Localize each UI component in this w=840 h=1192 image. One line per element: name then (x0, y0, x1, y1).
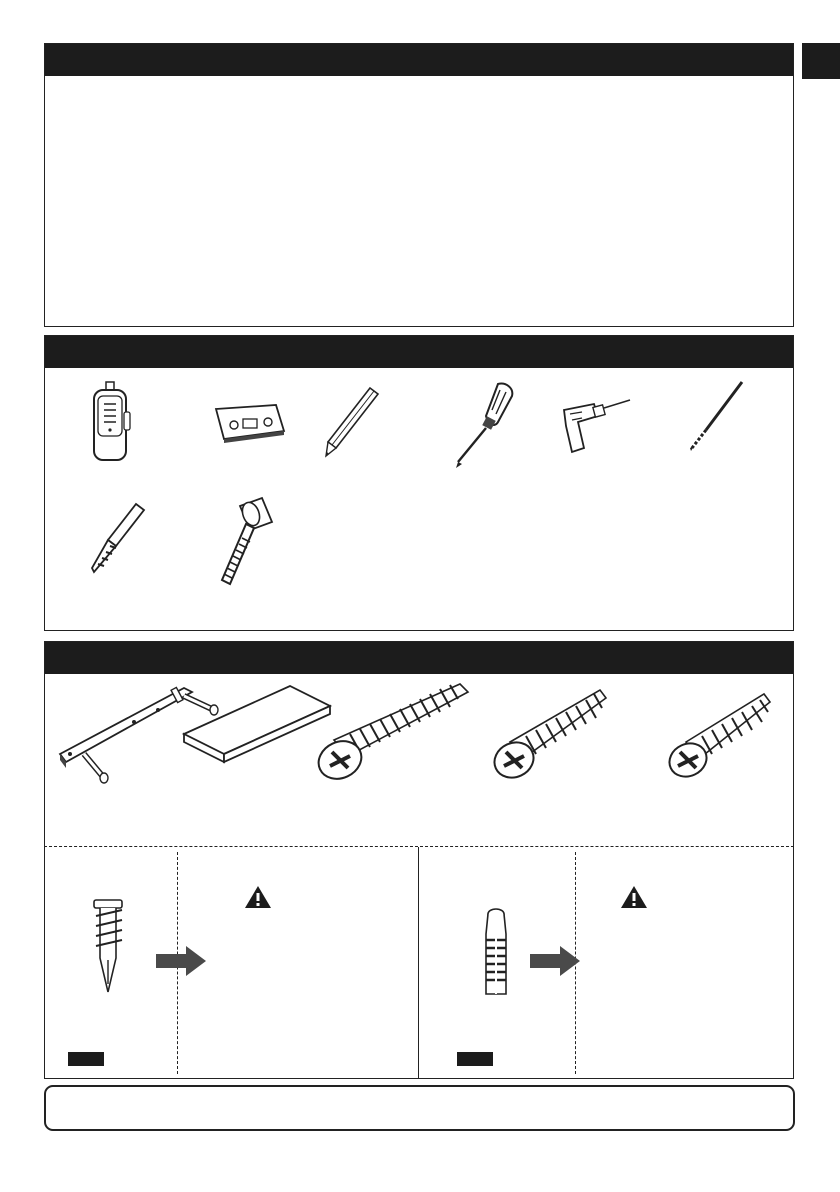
parts-header-bar (45, 642, 793, 674)
footer-note-box (44, 1085, 795, 1131)
medium-screw-icon (488, 684, 612, 780)
long-screw-icon (312, 678, 472, 782)
wall-plug-icon (478, 908, 514, 1004)
drywall-anchor-icon (92, 900, 128, 996)
arrow-right-icon (156, 946, 208, 976)
page-tab-marker (802, 43, 840, 79)
pencil-icon (322, 388, 382, 458)
anchor-center-divider (418, 847, 419, 1078)
stud-finder-icon (84, 382, 134, 462)
wall-plug-label-box (457, 1052, 493, 1066)
drill-bit-large-icon (86, 500, 148, 576)
warning-triangle-icon (245, 886, 271, 908)
hammer-icon (216, 500, 276, 592)
screwdriver-icon (448, 382, 518, 468)
parts-divider (44, 846, 794, 847)
tools-section (44, 335, 794, 631)
intro-header-bar (45, 44, 793, 76)
tools-header-bar (45, 336, 793, 368)
spirit-level-icon (216, 405, 286, 445)
intro-section (44, 43, 794, 327)
drill-bit-icon (686, 380, 746, 452)
electric-drill-icon (560, 398, 632, 454)
drywall-anchor-label-box (68, 1052, 104, 1066)
arrow-right-icon (530, 946, 582, 976)
warning-triangle-icon (621, 886, 647, 908)
short-screw-icon (664, 686, 776, 780)
